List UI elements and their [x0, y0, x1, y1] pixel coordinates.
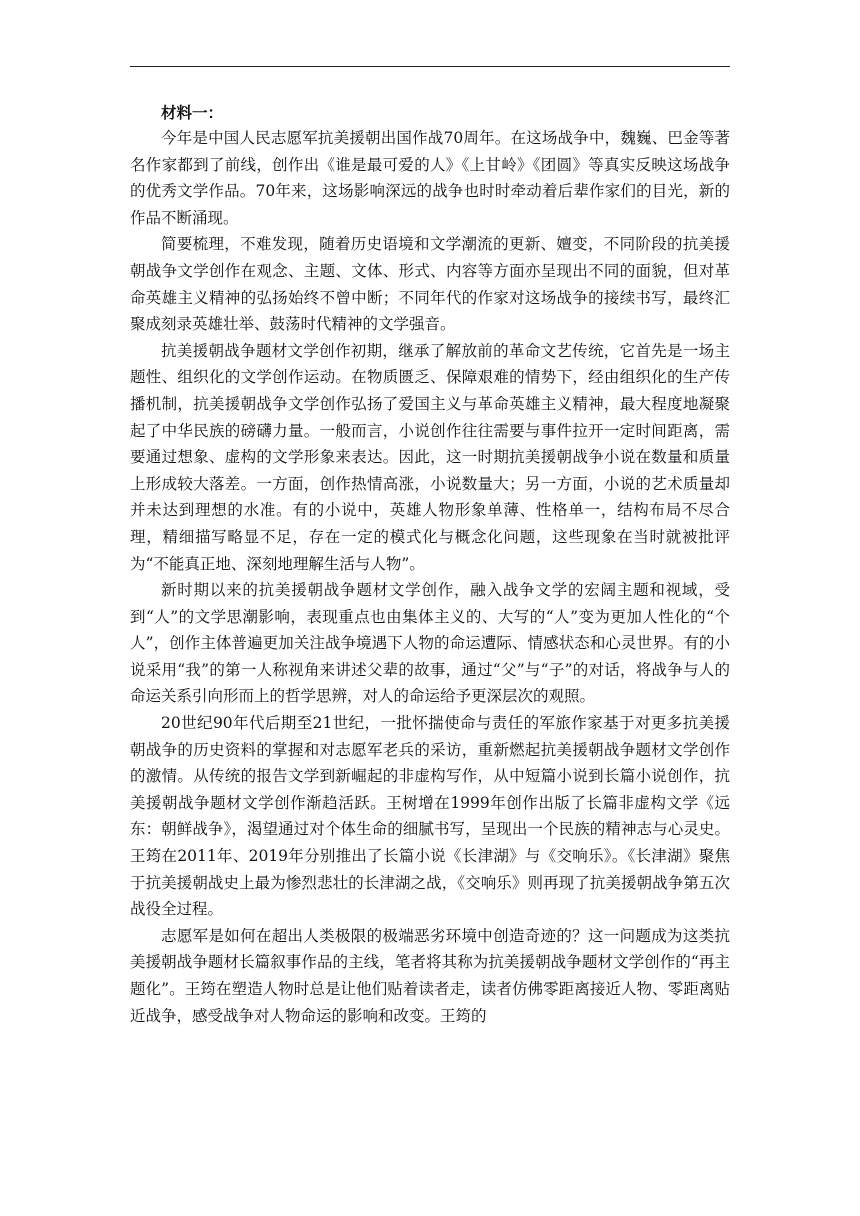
- header-rule: [130, 66, 730, 67]
- paragraph-1: 今年是中国人民志愿军抗美援朝出国作战70周年。在这场战争中，魏巍、巴金等著名作家都到了前线，创作出《谁是最可爱的人》《上甘岭》《团圆》等真实反映这场战争的优秀文学作品。70年来，这场影响深远的战争也时时牵动着后辈作家们的目光，新的作品不断涌现。: [130, 129, 730, 227]
- document-body: [130, 100, 730, 1029]
- paragraph-6: 志愿军是如何在超出人类极限的极端恶劣环境中创造奇迹的？这一问题成为这类抗美援朝战争题材长篇叙事作品的主线，笔者将其称为抗美援朝战争题材文学创作的“再主题化”。王筠在塑造人物时总是让他们贴着读者走，读者仿佛零距离接近人物、零距离贴近战争，感受战争对人物命运的影响和改变。王筠的: [130, 926, 730, 1025]
- paragraph-4: 新时期以来的抗美援朝战争题材文学创作，融入战争文学的宏阔主题和视域，受到“人”的文学思潮影响，表现重点也由集体主义的、大写的“人”变为更加人性化的“个人”，创作主体普遍更加关注战争境遇下人物的命运遭际、情感状态和心灵世界。有的小说采用“我”的第一人称视角来讲述父辈的故事，通过“父”与“子”的对话，将战争与人的命运关系引向形而上的哲学思辨，对人的命运给予更深层次的观照。: [130, 581, 730, 706]
- paragraph-2: 简要梳理，不难发现，随着历史语境和文学潮流的更新、嬗变，不同阶段的抗美援朝战争文学创作在观念、主题、文体、形式、内容等方面亦呈现出不同的面貌，但对革命英雄主义精神的弘扬始终不曾中断；不同年代的作家对这场战争的接续书写，最终汇聚成刻录英雄壮举、鼓荡时代精神的文学强音。: [130, 235, 730, 334]
- paragraph-5: 20世纪90年代后期至21世纪，一批怀揣使命与责任的军旅作家基于对更多抗美援朝战争的历史资料的掌握和对志愿军老兵的采访，重新燃起抗美援朝战争题材文学创作的激情。从传统的报告文学到新崛起的非虚构写作，从中短篇小说到长篇小说创作，抗美援朝战争题材文学创作渐趋活跃。王树增在1999年创作出版了长篇非虚构文学《远东：朝鲜战争》，渴望通过对个体生命的细腻书写，呈现出一个民族的精神志与心灵史。王筠在2011年、2019年分别推出了长篇小说《长津湖》与《交响乐》。《长津湖》聚焦于抗美援朝战史上最为惨烈悲壮的长津湖之战，《交响乐》则再现了抗美援朝战争第五次战役全过程。: [130, 714, 730, 919]
- material-heading: 材料一：: [161, 103, 224, 122]
- paragraph-3: 抗美援朝战争题材文学创作初期，继承了解放前的革命文艺传统，它首先是一场主题性、组织化的文学创作运动。在物质匮乏、保障艰难的情势下，经由组织化的生产传播机制，抗美援朝战争文学创作弘扬了爱国主义与革命英雄主义精神，最大程度地凝聚起了中华民族的磅礴力量。一般而言，小说创作往往需要与事件拉开一定时间距离，需要通过想象、虚构的文学形象来表达。因此，这一时期抗美援朝战争小说在数量和质量上形成较大落差。一方面，创作热情高涨，小说数量大；另一方面，小说的艺术质量却并未达到理想的水准。有的小说中，英雄人物形象单薄、性格单一，结构布局不尽合理，精细描写略显不足，存在一定的模式化与概念化问题，这些现象在当时就被批评为“不能真正地、深刻地理解生活与人物”。: [130, 341, 730, 573]
